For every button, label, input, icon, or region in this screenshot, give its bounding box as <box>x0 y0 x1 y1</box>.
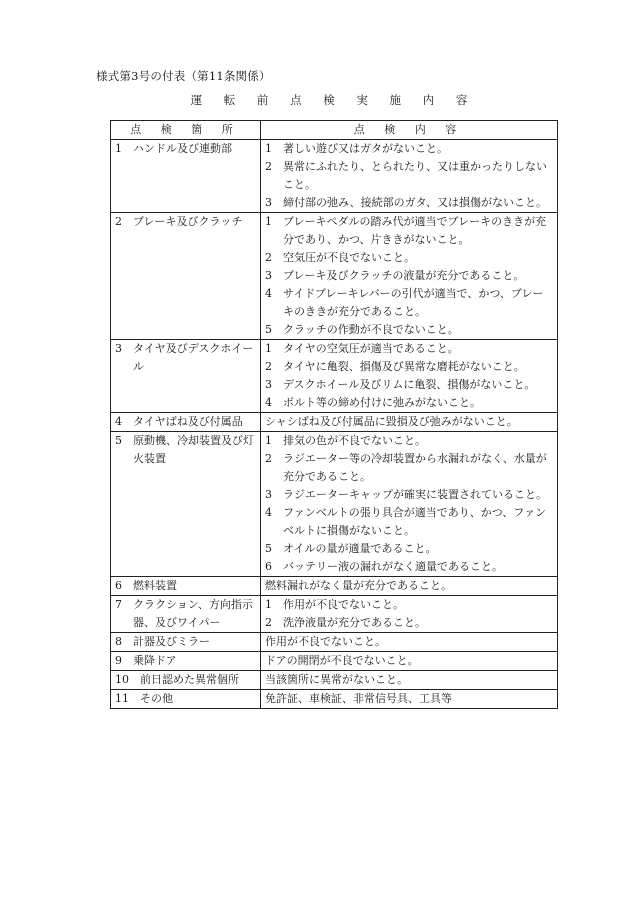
inspection-location-label: 9 乗降ドア <box>115 654 177 667</box>
inspection-location-label: 10 前日認めた異常個所 <box>115 673 239 686</box>
inspection-content-item: 4 サイドブレーキレバーの引代が適当で、かつ、ブレーキのききが充分であること。 <box>265 287 544 318</box>
inspection-content-item: 2 ラジエーター等の冷却装置から水漏れがなく、水量が充分であること。 <box>265 452 547 483</box>
inspection-content-cell <box>261 671 558 690</box>
table-row <box>111 140 558 213</box>
table-row <box>111 413 558 432</box>
header-inspection-location: 点 検 箇 所 <box>111 121 261 140</box>
inspection-content-item: 6 バッテリー液の漏れがなく適量であること。 <box>265 560 503 573</box>
inspection-location-cell <box>111 690 261 709</box>
inspection-content-cell <box>261 690 558 709</box>
inspection-location-label: 6 燃料装置 <box>115 579 177 592</box>
inspection-content-item: 2 洗浄液量が充分であること。 <box>265 616 426 629</box>
inspection-content-item: 3 ブレーキ及びクラッチの液量が充分であること。 <box>265 269 525 282</box>
inspection-content-item: 3 ラジエーターキャップが確実に装置されていること。 <box>265 488 547 501</box>
inspection-content-cell <box>261 140 558 213</box>
inspection-content-item: 1 著しい遊び又はガタがないこと。 <box>265 142 448 155</box>
inspection-location-label: 4 タイヤばね及び付属品 <box>115 415 243 428</box>
inspection-location-label: 8 計器及びミラー <box>115 635 210 648</box>
inspection-content-item: 1 排気の色が不良でないこと。 <box>265 434 426 447</box>
inspection-location-label: 3 タイヤ及びデスクホイール <box>115 342 254 373</box>
table-row <box>111 671 558 690</box>
inspection-location-cell <box>111 671 261 690</box>
inspection-content-item: 作用が不良でないこと。 <box>265 635 386 648</box>
table-row <box>111 340 558 413</box>
inspection-content-item: 4 ファンベルトの張り具合が適当であり、かつ、ファンベルトに損傷がないこと。 <box>265 506 547 537</box>
table-row <box>111 596 558 633</box>
inspection-content-item: 4 ボルト等の締め付けに弛みがないこと。 <box>265 396 481 409</box>
inspection-location-cell <box>111 577 261 596</box>
inspection-location-label: 7 クラクション、方向指示器、及びワイパー <box>115 598 253 629</box>
inspection-location-cell <box>111 340 261 413</box>
inspection-content-cell <box>261 213 558 340</box>
inspection-content-item: 免許証、車検証、非常信号具、工具等 <box>265 692 452 705</box>
inspection-content-item: 3 デスクホイール及びリムに亀裂、損傷がないこと。 <box>265 378 536 391</box>
table-row <box>111 652 558 671</box>
inspection-location-cell <box>111 432 261 577</box>
inspection-content-cell <box>261 340 558 413</box>
inspection-content-item: ドアの開閉が不良でないこと。 <box>265 654 419 667</box>
inspection-location-label: 2 ブレーキ及びクラッチ <box>115 215 243 228</box>
inspection-location-label: 11 その他 <box>115 692 173 705</box>
inspection-content-item: シャシばね及び付属品に毀損及び弛みがないこと。 <box>265 415 518 428</box>
inspection-content-item: 燃料漏れがなく量が充分であること。 <box>265 579 452 592</box>
inspection-content-cell <box>261 432 558 577</box>
inspection-location-cell <box>111 633 261 652</box>
inspection-content-item: 2 異常にふれたり、とられたり、又は重かったりしないこと。 <box>265 160 547 191</box>
inspection-content-item: 2 タイヤに亀裂、損傷及び異常な磨耗がないこと。 <box>265 360 525 373</box>
table-row <box>111 690 558 709</box>
table-row <box>111 577 558 596</box>
inspection-content-item: 1 作用が不良でないこと。 <box>265 598 404 611</box>
inspection-content-cell <box>261 413 558 432</box>
inspection-content-item: 5 クラッチの作動が不良でないこと。 <box>265 323 459 336</box>
inspection-content-item: 2 空気圧が不良でないこと。 <box>265 251 415 264</box>
table-row <box>111 633 558 652</box>
document-title: 運 転 前 点 検 実 施 内 容 <box>190 93 477 107</box>
table-header-row <box>111 121 558 140</box>
inspection-content-cell <box>261 596 558 633</box>
inspection-location-cell <box>111 652 261 671</box>
table-row <box>111 432 558 577</box>
inspection-content-item: 1 タイヤの空気圧が適当であること。 <box>265 342 459 355</box>
inspection-location-label: 5 原動機、冷却装置及び灯火装置 <box>115 434 254 465</box>
inspection-content-cell <box>261 633 558 652</box>
inspection-location-cell <box>111 213 261 340</box>
inspection-content-item: 3 締付部の弛み、接続部のガタ、又は損傷がないこと。 <box>265 196 547 209</box>
inspection-content-item: 当該箇所に異常がないこと。 <box>265 673 408 686</box>
header-inspection-content: 点 検 内 容 <box>261 121 558 140</box>
inspection-location-cell <box>111 596 261 633</box>
inspection-content-item: 5 オイルの量が適量であること。 <box>265 542 437 555</box>
inspection-content-cell <box>261 652 558 671</box>
inspection-location-label: 1 ハンドル及び連動部 <box>115 142 232 155</box>
inspection-content-item: 1 ブレーキペダルの踏み代が適当でブレーキのききが充分であり、かつ、片ききがないこと。 <box>265 215 547 246</box>
form-reference-note: 様式第3号の付表（第11条関係） <box>96 69 271 83</box>
table-row <box>111 213 558 340</box>
inspection-table <box>110 120 558 709</box>
table-body <box>111 140 558 709</box>
inspection-location-cell <box>111 140 261 213</box>
inspection-location-cell <box>111 413 261 432</box>
inspection-content-cell <box>261 577 558 596</box>
